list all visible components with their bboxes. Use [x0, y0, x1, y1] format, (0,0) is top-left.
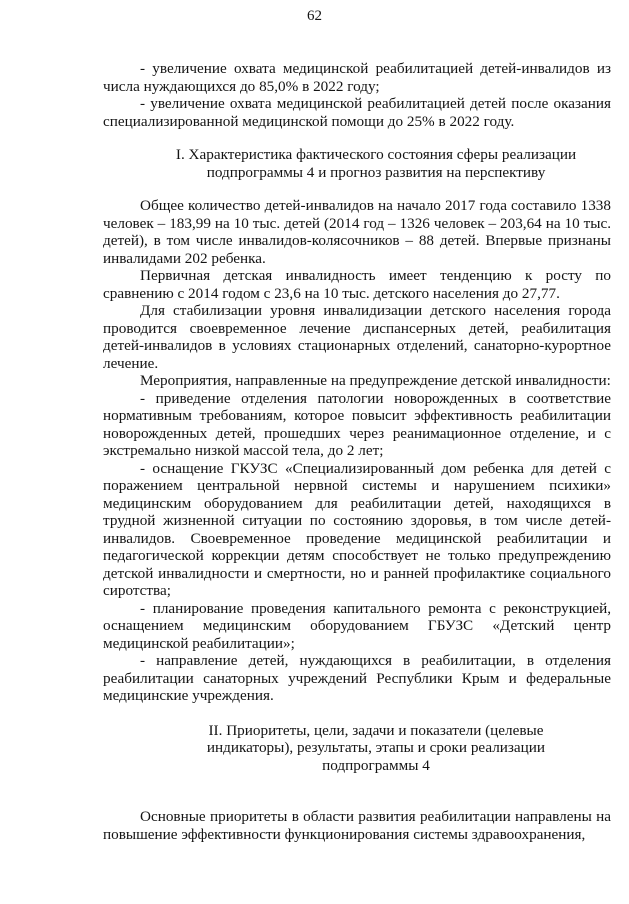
measure-item: - планирование проведения капитального ремонта с реконструкцией, оснащением медицинским оборудованием ГБУЗС «Детский центр медицинской реабилитации»; [103, 599, 611, 652]
measure-item: - направление детей, нуждающихся в реабилитации, в отделения реабилитации санаторных учреждений Республики Крым и федеральные медицинские учреждения. [103, 652, 611, 704]
section-2-heading-line: индикаторы), результаты, этапы и сроки реализации [206, 739, 546, 756]
intro-item: - увеличение охвата медицинской реабилитацией детей-инвалидов из числа нуждающихся до 85,0% в 2022 году; [103, 60, 611, 95]
section-1-paragraph: Для стабилизации уровня инвалидизации детского населения города проводится своевременное лечение диспансерных детей, реабилитация детей-инвалидов в условиях стационарных отделений, санаторно-курортное лечение. [103, 302, 611, 372]
section-1-paragraph: Мероприятия, направленные на предупреждение детской инвалидности: [140, 372, 611, 389]
section-1-heading [103, 146, 611, 181]
section-2-heading [103, 722, 611, 775]
measure-item: - приведение отделения патологии новорожденных в соответствие нормативным требованиям, которое повысит эффективность реабилитации новорожденных детей, прошедших через реанимационное отделение, и с экстремально низкой массой тела, до 2 лет; [103, 389, 611, 459]
section-2-paragraph: Основные приоритеты в области развития реабилитации направлены на повышение эффективности функционирования системы здравоохранения, [103, 808, 611, 843]
section-2-heading-line: II. Приоритеты, цели, задачи и показатели (целевые [208, 721, 544, 739]
page-content [103, 60, 611, 843]
section-1-heading-line: I. Характеристика фактического состояния сферы реализации [175, 146, 577, 163]
section-2-heading-line: подпрограммы 4 [322, 756, 430, 774]
section-1-paragraph: Первичная детская инвалидность имеет тенденцию к росту по сравнению с 2014 годом с 23,6 на 10 тыс. детского населения до 27,77. [103, 267, 611, 302]
section-1-paragraph: Общее количество детей-инвалидов на начало 2017 года составило 1338 человек – 183,99 на 10 тыс. детей (2014 год – 1326 человек – 203,64 на 10 тыс. детей), в том числе инвалидов-колясочников – 88 детей. Впервые признаны инвалидами 202 ребенка. [103, 197, 611, 267]
section-1-heading-line: подпрограммы 4 и прогноз развития на перспективу [206, 163, 546, 181]
measure-item: - оснащение ГКУЗС «Специализированный дом ребенка для детей с поражением центральной нервной системы и нарушением психики» медицинским оборудованием для реабилитации детей, находящихся в трудной жизненной ситуации по состоянию здоровья, в том числе детей-инвалидов. Своевременное проведение медицинской реабилитации и педагогической коррекции детям способствует не только предупреждению детской инвалидности и смертности, но и ранней профилактике социального сиротства; [103, 459, 611, 599]
page-number: 62 [307, 8, 322, 24]
intro-item: - увеличение охвата медицинской реабилитацией детей после оказания специализированной медицинской помощи до 25% в 2022 году. [103, 95, 611, 130]
